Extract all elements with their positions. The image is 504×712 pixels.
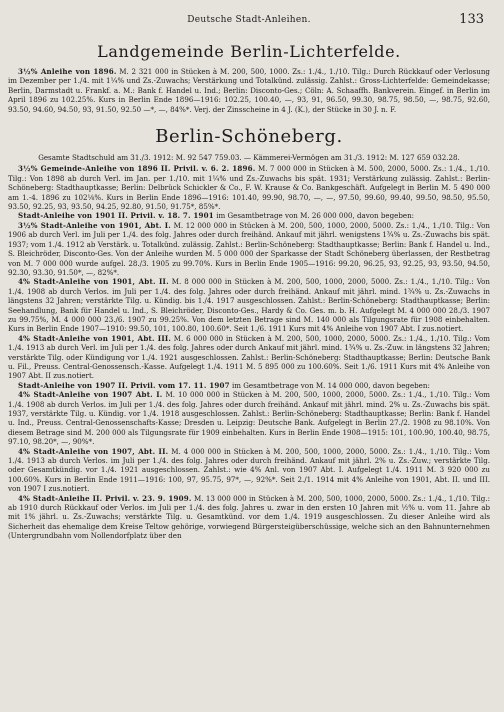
loan-text: M. 13 000 000 in Stücken à M. 200, 500, 1000, 2000, 5000. Zs.: 1./4., 1./10. Tilg.: ab 1910 durch Rückkauf oder Verlos. im Juli per 1./4. des folg. Jahres u. zwar in den ersten 10 Jahren mit ½% u. vom 11. Jahre ab mit 1% jährl. u. Zs.-Zuwachs; verstärkte Tilg. u. Gesamtkünd. vor dem 1./4. 1919 ausgeschlossen. Zu dieser Anleihe wird als Sicherheit das ehemalige dem Kreise Teltow gehörige, vorwiegend Bürgersteigüberschüssige, welche sich an den Bahnunternehmen (Untergrundbahn vom Nollendorfplatz über den [8,493,490,541]
loan-paragraph [8,164,490,211]
loan-paragraph [8,447,490,494]
section-heading-schoeneberg: Berlin-Schöneberg. [155,126,343,148]
loan-text: im Gesamtbetrage von M. 26 000 000, davon begeben: [213,211,415,221]
loan-title: 4% Stadt-Anleihe von 1907 Abt. I. [18,390,163,400]
loan-text: M. 6 000 000 in Stücken à M. 200, 500, 1000, 2000, 5000. Zs.: 1./4., 1./10. Tilg.: Vom 1./4. 1913 ab durch Verl. im Juli per 1./4. des folg. Jahres oder durch Ankauf mit jährl. mind. 1¾% u. Zs.-Zuw. in längstens 32 Jahren; verstärkte Tilg. oder Kündigung vor 1./4. 1921 ausgeschlossen. Zahlst.: Berlin-Schöneberg: Stadthauptkasse; Berlin: Deutsche Bank u. Fil., Preuss. Central-Genossensch.-Kasse. Aufgelegt 1./4. 1911 M. 5 895 000 zu 100.60%. Seit 1./6. 1911 Kurs mit 4% Anleihe von 1907 Abt. II zus.notiert. [8,333,491,381]
loan-title: 4% Stadt-Anleihe II. Privil. v. 23. 9. 1909. [18,493,192,503]
loan-paragraph [8,390,490,446]
loan-title: Stadt-Anleihe von 1901 II. Privil. v. 18. 7. 1901 [18,211,214,221]
loan-title: 3½% Anleihe von 1896. [18,67,117,76]
loan-text: M. 2 321 000 in Stücken à M. 200, 500, 1000. Zs.: 1./4., 1./10. Tilg.: Durch Rückkauf oder Verlosung im Dezember per 1./4. mit 1¼% und Zs.-Zuwachs; Verstärkung und Totalkünd. zulässig. Zahlst.: Gross-Lichterfelde: Gemeindekasse; Berlin, Darmstadt u. Frankf. a. M.: Bank f. Handel u. Ind.; Berlin: Disconto-Ges.; Cöln: A. Schaaffh. Bankverein. Eingef. in Berlin im April 1896 zu 102.25%. Kurs in Berlin Ende 1896—1916: 102.25, 100.40, —, 93, 91, 96.50, 99.30, 98.75, 98.50, —, 98.75, 92.60, 93.50, 94.60, 94.50, 93, 91.50, 92.50 —*, —, 84%*. Verj. der Zinsscheine in 4 J. (K.), der Stücke in 30 J. n. F. [8,67,490,114]
loan-paragraph [8,381,490,390]
loan-text: M. 8 000 000 in Stücken à M. 200, 500, 1000, 2000, 5000. Zs.: 1./4., 1./10. Tilg.: Von 1./4. 1908 ab durch Verlos. im Juli per 1./4. des folg. Jahres oder durch freihänd. Ankauf mit jährl. mind. 1¾% u. Zs.-Zuwachs in längstens 32 Jahren; verstärkte Tilg. u. Kündig. bis 1./4. 1917 ausgeschlossen. Zahlst.: Berlin-Schöneberg: Stadthauptkasse; Berlin: Seehandlung, Bank für Handel u. Ind., S. Bleichröder, Disconto-Ges., Hardy & Co. Ges. m. b. H. Aufgelegt M. 4 000 000 28./3. 1907 zu 99.75%, M. 4 000 000 23./6. 1907 zu 99.25%. Von dem letzten Betrage sind M. 140 000 als Tilgungsrate für 1908 einbehalten. Kurs in Berlin Ende 1907—1910: 99.50, 101, 100.80, 100.60*. Seit 1./6. 1911 Kurs mit 4% Anleihe von 1907 Abt. I zus.notiert. [8,277,491,334]
loan-text: M. 10 000 000 in Stücken à M. 200, 500, 1000, 2000, 5000. Zs.: 1./4., 1./10. Tilg.: Vom 1./4. 1908 ab durch Verlos. im Juli per 1./4. des folg. Jahres oder durch freihänd. Ankauf mit jährl. mind. 2% u. Zs.-Zuwachs bis spät. 1937, verstärkte Tilg. u. Kündig. vor 1./4. 1918 ausgeschlossen. Zahlst.: Berlin-Schöneberg: Stadthauptkasse; Berlin: Bank f. Handel u. Ind., Preuss. Central-Genossenschafts-Kasse; Dresden u. Leipzig: Deutsche Bank. Aufgelegt in Berlin 27./2. 1908 zu 98.10%. Von diesem Betrage sind M. 200 000 als Tilgungsrate für 1909 einbehalten. Kurs in Berlin Ende 1908—1915: 101, 100.90, 100.40, 98.75, 97.10, 98.20*, —, 90%*. [8,390,490,447]
loan-text: M. 7 000 000 in Stücken à M. 500, 2000, 5000. Zs.: 1./4., 1./10. Tilg.: Von 1898 ab durch Verl. im Jan. per 1./10. mit 1¼% und Zs.-Zuwachs bis spät. 1931; Verstärkung zulässig. Zahlst.: Berlin-Schöneberg: Stadthauptkasse; Berlin: Delbrück Schickler & Co., F. W. Krause & Co. Bankgeschäft. Aufgelegt in Berlin M. 5 490 000 am 1.-4. 1896 zu 102⅛%. Kurs in Berlin Ende 1896—1916: 101.40, 99.90, 98.70, —, —, 97.50, 99.60, 99.40, 99.50, 98.50, 95.50, 93.50, 92.25, 93, 93.50, 94.25, 92.80, 91.50, 91.75*, 85%*. [8,164,491,212]
loan-title: 3½% Gemeinde-Anleihe von 1896 II. Privil. v. 6. 2. 1896. [18,164,256,174]
loan-paragraph [8,221,490,277]
running-title: Deutsche Stadt-Anleihen. [187,15,311,25]
loan-title: 4% Stadt-Anleihe von 1901, Abt. II. [18,277,169,287]
loan-paragraph [8,67,490,114]
loan-text: im Gesamtbetrage von M. 14 000 000, davon begeben: [229,380,430,390]
loan-text: M. 4 000 000 in Stücken à M. 200, 500, 1000, 2000, 5000. Zs.: 1./4., 1./10. Tilg.: Vom 1./4. 1913 ab durch Verlos. im Juli per 1./4. des folg. Jahres oder durch freihänd. Ankauf mit jährl. 2% u. Zs.-Zuw.; verstärkte Tilg. oder Gesamtkündig. vor 1./4. 1921 ausgeschlossen. Zahlst.: wie 4% Anl. von 1907 Abt. I. Aufgelegt 1./4. 1911 M. 3 920 000 zu 100.60%. Kurs in Berlin Ende 1911—1916: 100, 97, 95.75, 97*, —, 92%*. Seit 2./1. 1914 mit 4% Anleihe von 1901, Abt. II. und III. von 1907 I zus.notiert. [8,446,491,494]
loan-text: M. 12 000 000 in Stücken à M. 200, 500, 1000, 2000, 5000. Zs.: 1./4., 1./10. Tilg.: Von 1906 ab durch Verl. im Juli per 1./4. des folg. Jahres oder durch freihänd. Ankauf mit jährl. wenigstens 1¾% u. Zs.-Zuwachs bis spät. 1937; vom 1./4. 1912 ab Verstärk. u. Totalkünd. zulässig. Zahlst.: Berlin-Schöneberg: Stadthauptkasse; Berlin: Bank f. Handel u. Ind., S. Bleichröder, Disconto-Ges. Von der Anleihe wurden M. 5 000 000 der Sparkasse der Stadt Schöneberg überlassen, der Restbetrag von M. 7 000 000 wurde aufgel. 28./3. 1905 zu 99.70%. Kurs in Berlin Ende 1905—1916: 99.20, 96.25, 93, 92.25, 93, 93.50, 94.50, 92.30, 93.30, 91.50*, —, 82%*. [8,220,490,277]
loan-title: 3½% Stadt-Anleihe von 1901, Abt. I. [18,220,171,230]
page-number: 133 [459,12,484,27]
loan-title: 4% Stadt-Anleihe von 1901, Abt. III. [18,333,172,343]
loan-paragraph [8,211,490,220]
section-heading-lichterfelde: Landgemeinde Berlin-Lichterfelde. [97,42,401,61]
running-header [8,12,490,28]
loan-title: 4% Stadt-Anleihe von 1907, Abt. II. [18,446,169,456]
loan-paragraph [8,334,490,381]
loan-paragraph [8,277,490,333]
debt-summary: Gesamte Stadtschuld am 31./3. 1912: M. 92 547 759.03. — Kämmerei-Vermögen am 31./3. 1912: M. 127 659 032.28. [38,153,460,163]
loan-paragraph [8,494,490,541]
loan-title: Stadt-Anleihe von 1907 II. Privil. vom 17. 11. 1907 [18,380,230,390]
